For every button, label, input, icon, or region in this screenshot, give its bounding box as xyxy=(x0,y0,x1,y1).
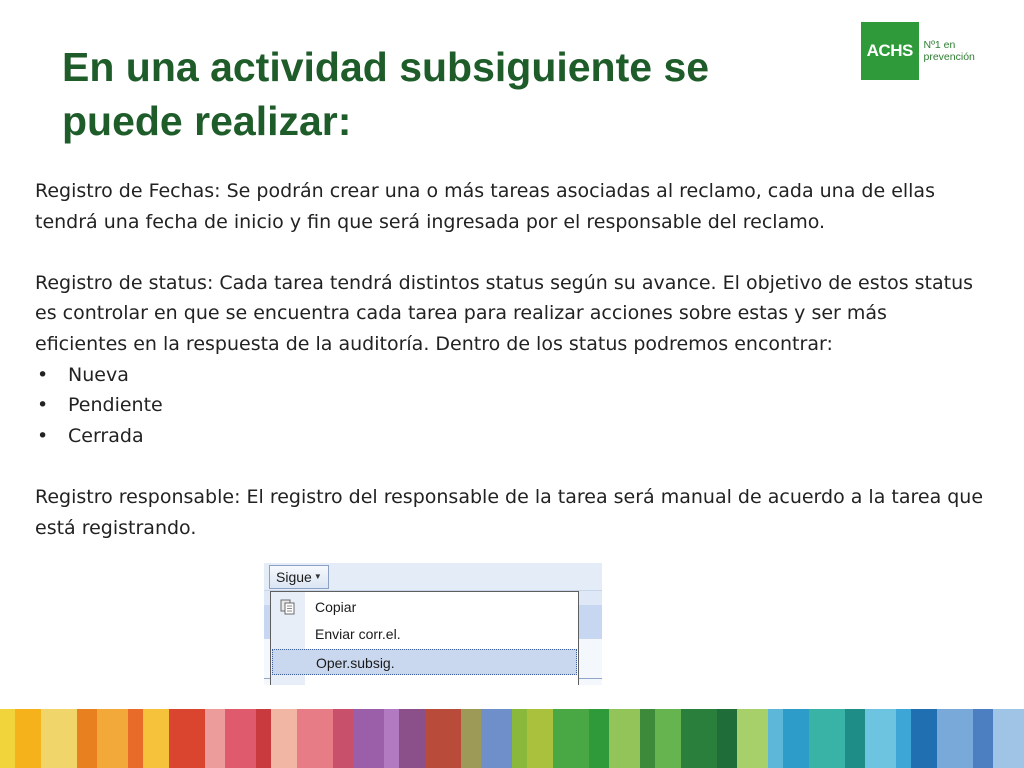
color-stripe xyxy=(768,709,783,768)
color-stripe xyxy=(384,709,399,768)
color-stripe xyxy=(553,709,589,768)
status-label: Cerrada xyxy=(68,424,144,447)
color-stripe xyxy=(77,709,97,768)
list-item xyxy=(35,360,985,391)
color-stripe xyxy=(205,709,225,768)
footer-stripes xyxy=(0,709,1024,768)
color-stripe xyxy=(655,709,681,768)
color-stripe xyxy=(609,709,640,768)
color-stripe xyxy=(333,709,353,768)
color-stripe xyxy=(425,709,461,768)
bullet-icon: • xyxy=(37,424,49,447)
color-stripe xyxy=(256,709,271,768)
sigue-button[interactable] xyxy=(269,565,329,589)
color-stripe xyxy=(225,709,256,768)
color-stripe xyxy=(128,709,143,768)
sap-screenshot xyxy=(264,563,602,685)
color-stripe xyxy=(169,709,205,768)
color-stripe xyxy=(681,709,717,768)
color-stripe xyxy=(737,709,768,768)
color-stripe xyxy=(640,709,655,768)
list-item xyxy=(35,421,985,452)
menu-item-enviar[interactable] xyxy=(271,621,578,647)
color-stripe xyxy=(845,709,865,768)
color-stripe xyxy=(865,709,896,768)
paragraph-status: Registro de status: Cada tarea tendrá distintos status según su avance. El objetivo de estos status es controlar en que se encuentra cada tarea para realizar acciones sobre estas y ser más eficientes en la respuesta de la auditoría. Dentro de los status podremos encontrar: xyxy=(35,271,974,355)
copy-icon xyxy=(280,599,296,615)
logo-tagline: Nº1 en prevención xyxy=(923,39,975,63)
menu-item-copiar[interactable] xyxy=(271,594,578,620)
color-stripe xyxy=(461,709,481,768)
menu-item-label: Copiar xyxy=(315,599,357,615)
slide-body xyxy=(35,176,985,543)
bullet-icon: • xyxy=(37,363,49,386)
color-stripe xyxy=(589,709,609,768)
color-stripe xyxy=(97,709,128,768)
page-title: En una actividad subsiguiente se puede realizar: xyxy=(62,44,710,144)
menu-item-oper-subsig[interactable] xyxy=(272,649,577,675)
color-stripe xyxy=(809,709,845,768)
color-stripe xyxy=(527,709,553,768)
color-stripe xyxy=(993,709,1024,768)
color-stripe xyxy=(911,709,937,768)
color-stripe xyxy=(717,709,737,768)
status-list xyxy=(35,360,985,452)
color-stripe xyxy=(399,709,425,768)
color-stripe xyxy=(353,709,384,768)
paragraph-responsable: Registro responsable: El registro del responsable de la tarea será manual de acuerdo a la tarea que está registrando. xyxy=(35,485,984,539)
paragraph-fechas: Registro de Fechas: Se podrán crear una o más tareas asociadas al reclamo, cada una de ellas tendrá una fecha de inicio y fin que será ingresada por el responsable del reclamo. xyxy=(35,180,935,233)
sap-toolbar xyxy=(264,563,602,591)
status-label: Nueva xyxy=(68,363,129,386)
menu-item-label: Oper.subsig. xyxy=(316,655,395,671)
color-stripe xyxy=(0,709,15,768)
bullet-icon: • xyxy=(37,394,49,417)
color-stripe xyxy=(783,709,809,768)
color-stripe xyxy=(271,709,297,768)
color-stripe xyxy=(973,709,993,768)
color-stripe xyxy=(15,709,41,768)
sigue-button-label: Sigue xyxy=(276,569,312,585)
status-label: Pendiente xyxy=(68,394,163,417)
color-stripe xyxy=(297,709,333,768)
color-stripe xyxy=(937,709,973,768)
color-stripe xyxy=(512,709,527,768)
color-stripe xyxy=(41,709,77,768)
menu-item-label: Enviar corr.el. xyxy=(315,626,401,642)
logo-brand: ACHS xyxy=(861,22,919,80)
achs-logo xyxy=(861,20,981,82)
dropdown-arrow-icon: ▼ xyxy=(313,572,322,581)
color-stripe xyxy=(143,709,169,768)
context-menu xyxy=(270,591,579,685)
list-item xyxy=(35,390,985,421)
color-stripe xyxy=(481,709,512,768)
color-stripe xyxy=(896,709,911,768)
